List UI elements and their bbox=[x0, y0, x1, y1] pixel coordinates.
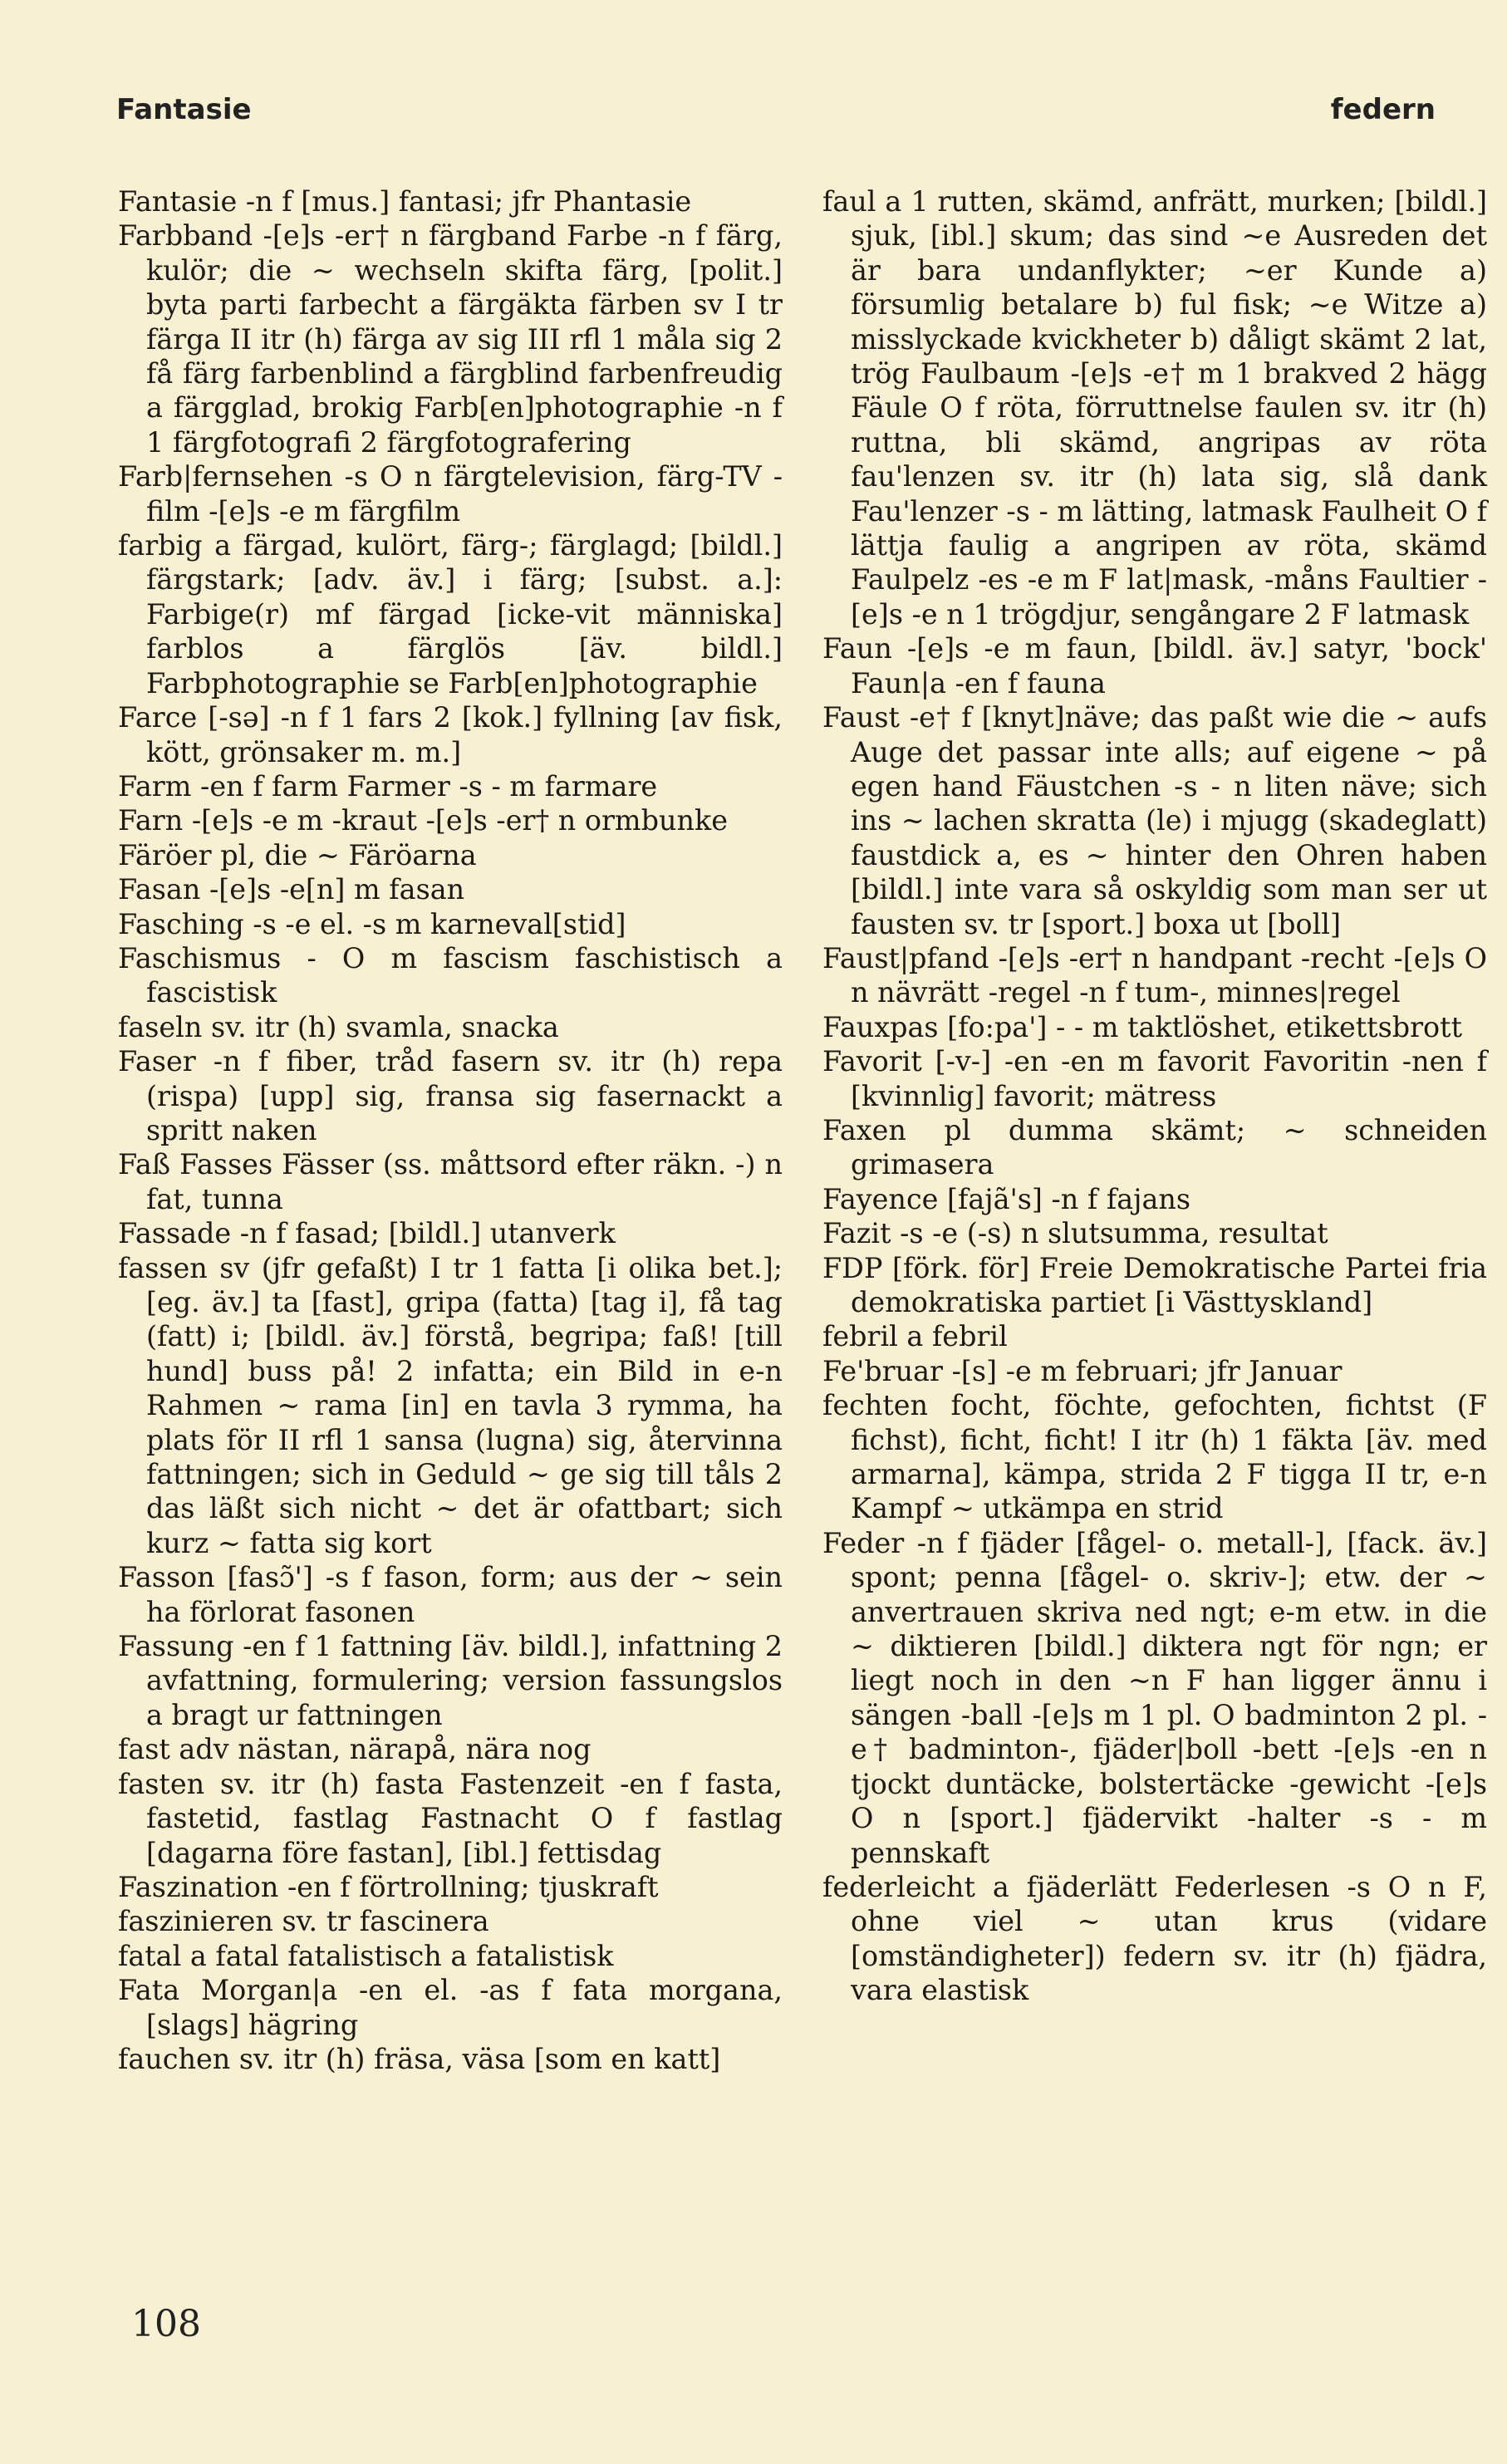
dictionary-entry: fechten focht, föchte, gefochten, fichtst (F fichst), ficht, ficht! I itr (h) 1 fäkta [äv. med armarna], kämpa, strida 2 F tigga II tr, e-n Kampf ~ utkämpa en strid bbox=[822, 1389, 1487, 1525]
page-number: 108 bbox=[131, 2303, 201, 2345]
dictionary-entry: Faxen pl dumma skämt; ~ schneiden grimasera bbox=[822, 1113, 1487, 1181]
dictionary-entry: faul a 1 rutten, skämd, anfrätt, murken; [bildl.] sjuk, [ibl.] skum; das sind ~e Ausreden det är bara undanflykter; ~er Kunde a) försumlig betalare b) ful fisk; ~e Witze a) misslyckade kvickheter b) dåligt skämt 2 lat, trög Faulbaum -[e]s -e† m 1 brakved 2 hägg Fäule O f röta, förruttnelse faulen sv. itr (h) ruttna, bli skämd, angripas av röta fau'lenzen sv. itr (h) lata sig, slå dank Fau'lenzer -s - m lätting, latmask Faulheit O f lättja faulig a angripen av röta, skämd Faulpelz -es -e m F lat|mask, -måns Faultier -[e]s -e n 1 trögdjur, sengångare 2 F latmask bbox=[822, 185, 1487, 631]
dictionary-entry: fatal a fatal fatalistisch a fatalistisk bbox=[118, 1939, 614, 1972]
dictionary-entry: faseln sv. itr (h) svamla, snacka bbox=[118, 1010, 559, 1043]
dictionary-entry: Fassade -n f fasad; [bildl.] utanverk bbox=[118, 1217, 616, 1250]
dictionary-entry: Faschismus - O m fascism faschistisch a fascistisk bbox=[118, 941, 783, 1009]
dictionary-entry: Färöer pl, die ~ Färöarna bbox=[118, 838, 477, 871]
dictionary-entry: Fassung -en f 1 fattning [äv. bildl.], infattning 2 avfattning, formulering; version fassungslos a bragt ur fattningen bbox=[118, 1630, 783, 1731]
dictionary-entry: Fasson [fasɔ̃'] -s f fason, form; aus der ~ sein ha förlorat fasonen bbox=[118, 1561, 783, 1628]
dictionary-entry: Faser -n f fiber, tråd fasern sv. itr (h) repa (rispa) [upp] sig, fransa sig fasernackt a spritt naken bbox=[118, 1045, 783, 1146]
dictionary-entry: FDP [förk. för] Freie Demokratische Partei fria demokratiska partiet [i Västtyskland] bbox=[822, 1251, 1487, 1318]
dictionary-entry: Farb|fernsehen -s O n färgtelevision, färg-TV -film -[e]s -e m färgfilm bbox=[118, 460, 783, 528]
right-column bbox=[822, 184, 1487, 2008]
dictionary-entry: farbig a färgad, kulört, färg-; färglagd; [bildl.] färgstark; [adv. äv.] i färg; [subst. a.]: Farbige(r) mf färgad [icke-vit människa] farblos a färglös [äv. bildl.] Farbphotographie se Farb[en]photographie bbox=[118, 529, 783, 699]
dictionary-entry: federleicht a fjäderlätt Federlesen -s O n F, ohne viel ~ utan krus (vidare [omständigheter]) federn sv. itr (h) fjädra, vara elastisk bbox=[822, 1870, 1487, 2007]
dictionary-entry: Farm -en f farm Farmer -s - m farmare bbox=[118, 769, 658, 803]
dictionary-entry: Fayence [fajã's] -n f fajans bbox=[822, 1182, 1191, 1215]
dictionary-entry: Faß Fasses Fässer (ss. måttsord efter räkn. -) n fat, tunna bbox=[118, 1148, 783, 1215]
running-head-left: Fantasie bbox=[116, 93, 252, 126]
dictionary-entry: Farn -[e]s -e m -kraut -[e]s -er† n ormbunke bbox=[118, 804, 728, 837]
dictionary-entry: Fauxpas [fo:pa'] - - m taktlöshet, etikettsbrott bbox=[822, 1010, 1462, 1043]
dictionary-entry: fasten sv. itr (h) fasta Fastenzeit -en f fasta, fastetid, fastlag Fastnacht O f fastlag [dagarna före fastan], [ibl.] fettisdag bbox=[118, 1767, 783, 1869]
dictionary-entry: Fantasie -n f [mus.] fantasi; jfr Phantasie bbox=[118, 185, 692, 218]
dictionary-entry: Favorit [-v-] -en -en m favorit Favoritin -nen f [kvinnlig] favorit; mätress bbox=[822, 1045, 1487, 1112]
dictionary-entry: Feder -n f fjäder [fågel- o. metall-], [fack. äv.] spont; penna [fågel- o. skriv-]; etw. der ~ anvertrauen skriva ned ngt; e-m etw. in die ~ diktieren [bildl.] diktera ngt för ngn; er liegt noch in den ~n F han ligger ännu i sängen -ball -[e]s m 1 pl. O badminton 2 pl. -e† badminton-, fjäder|boll -bett -[e]s -en n tjockt duntäcke, bolstertäcke -gewicht -[e]s O n [sport.] fjädervikt -halter -s - m pennskaft bbox=[822, 1526, 1487, 1869]
dictionary-entry: Farbband -[e]s -er† n färgband Farbe -n f färg, kulör; die ~ wechseln skifta färg, [polit.] byta parti farbecht a färgäkta färben sv I tr färga II itr (h) färga av sig III rfl 1 måla sig 2 få färg farbenblind a färgblind farbenfreudig a färgglad, brokig Farb[en]photographie -n f 1 färgfotografi 2 färgfotografering bbox=[118, 219, 783, 459]
dictionary-entry: fast adv nästan, närapå, nära nog bbox=[118, 1733, 592, 1766]
dictionary-entry: Farce [-sə] -n f 1 fars 2 [kok.] fyllning [av fisk, kött, grönsaker m. m.] bbox=[118, 701, 783, 768]
dictionary-entry: Fe'bruar -[s] -e m februari; jfr Januar bbox=[822, 1354, 1343, 1387]
dictionary-entry: faszinieren sv. tr fascinera bbox=[118, 1905, 489, 1938]
dictionary-entry: Faust|pfand -[e]s -er† n handpant -recht -[e]s O n nävrätt -regel -n f tum-, minnes|regel bbox=[822, 941, 1487, 1009]
left-column bbox=[118, 184, 783, 2076]
dictionary-entry: Fasan -[e]s -e[n] m fasan bbox=[118, 873, 465, 906]
dictionary-entry: Fasching -s -e el. -s m karneval[stid] bbox=[118, 907, 626, 940]
dictionary-entry: Faun -[e]s -e m faun, [bildl. äv.] satyr, 'bock' Faun|a -en f fauna bbox=[822, 632, 1487, 699]
running-head-right: federn bbox=[1330, 93, 1436, 126]
dictionary-entry: fassen sv (jfr gefaßt) I tr 1 fatta [i olika bet.]; [eg. äv.] ta [fast], gripa (fatta) [tag i], få tag (fatt) i; [bildl. äv.] förstå, begripa; faß! [till hund] buss på! 2 infatta; ein Bild in e-n Rahmen ~ rama [in] en tavla 3 rymma, ha plats för II rfl 1 sansa (lugna) sig, återvinna fattningen; sich in Geduld ~ ge sig till tåls 2 das läßt sich nicht ~ det är ofattbart; sich kurz ~ fatta sig kort bbox=[118, 1251, 783, 1559]
dictionary-entry: Faust -e† f [knyt]näve; das paßt wie die ~ aufs Auge det passar inte alls; auf eigene ~ på egen hand Fäustchen -s - n liten näve; sich ins ~ lachen skratta (le) i mjugg (skadeglatt) faustdick a, es ~ hinter den Ohren haben [bildl.] inte vara så oskyldig som man ser ut fausten sv. tr [sport.] boxa ut [boll] bbox=[822, 701, 1487, 940]
dictionary-entry: Faszination -en f förtrollning; tjuskraft bbox=[118, 1870, 659, 1903]
dictionary-entry: fauchen sv. itr (h) fräsa, väsa [som en katt] bbox=[118, 2042, 721, 2075]
dictionary-entry: Fata Morgan|a -en el. -as f fata morgana, [slags] hägring bbox=[118, 1974, 783, 2041]
dictionary-entry: Fazit -s -e (-s) n slutsumma, resultat bbox=[822, 1217, 1328, 1250]
dictionary-entry: febril a febril bbox=[822, 1320, 1008, 1353]
